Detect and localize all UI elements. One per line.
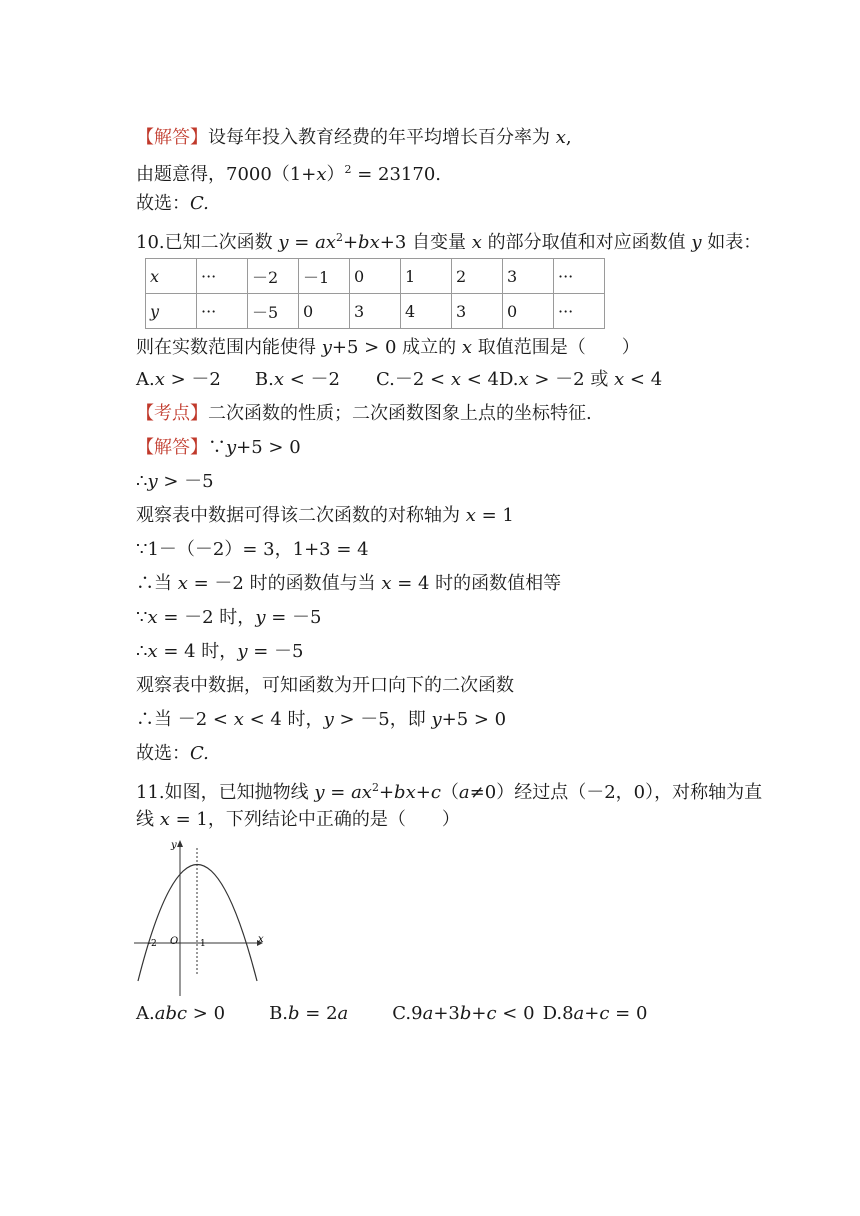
table-cell: 1 — [401, 259, 452, 294]
table-cell: －5 — [248, 294, 299, 329]
option-a: A.x > －2 — [136, 369, 221, 390]
x-axis-label: x — [258, 934, 264, 945]
question-10-ask: 则在实数范围内能使得 y+5 > 0 成立的 x 取值范围是（ ） — [136, 337, 640, 358]
option-d: D.x > －2 或 x < 4 — [498, 369, 663, 390]
solution-line-4: ∵1－（－2）= 3，1+3 = 4 — [136, 539, 369, 560]
answer-tag: 【解答】 — [136, 127, 208, 148]
table-cell: x — [146, 259, 197, 294]
table-cell: －1 — [299, 259, 350, 294]
table-cell: 3 — [503, 259, 554, 294]
tick-label-1: 1 — [200, 939, 206, 949]
kaodian-line: 【考点】二次函数的性质；二次函数图象上点的坐标特征. — [136, 403, 592, 424]
solution-line-3: 观察表中数据可得该二次函数的对称轴为 x = 1 — [136, 505, 514, 526]
option-b: B.b = 2a — [269, 1003, 349, 1024]
table-cell: 3 — [452, 294, 503, 329]
table-cell: 0 — [350, 259, 401, 294]
solution-line-5: ∴当 x = －2 时的函数值与当 x = 4 时的函数值相等 — [136, 573, 562, 594]
table-cell: ··· — [554, 294, 605, 329]
table-cell: 0 — [503, 294, 554, 329]
solution-line-1: 【解答】∵y+5 > 0 — [136, 437, 301, 458]
solution-line-8: 观察表中数据，可知函数为开口向下的二次函数 — [136, 675, 514, 696]
answer-line-3: 故选：C. — [136, 193, 209, 214]
question-10-stem: 10.已知二次函数 $y = ax^2+bx+3$ 自变量 x 的部分取值和对应函数值 y 如表： — [136, 231, 762, 253]
question-11-stem-cont: 线 x = 1，下列结论中正确的是（ ） — [136, 809, 460, 830]
table-row — [146, 259, 605, 294]
table-cell: 4 — [401, 294, 452, 329]
solution-line-7: ∴x = 4 时，y = －5 — [136, 641, 304, 662]
question-11-options — [136, 1002, 647, 1026]
table-cell: ··· — [197, 294, 248, 329]
y-axis-arrow — [177, 840, 183, 847]
option-b: B.x < －2 — [254, 369, 340, 390]
tick-label-neg2: -2 — [148, 939, 157, 949]
table-cell: ··· — [197, 259, 248, 294]
table-cell: －2 — [248, 259, 299, 294]
answer-line-1: 【解答】设每年投入教育经费的年平均增长百分率为 x, — [136, 127, 572, 148]
solution-line-10: 故选：C. — [136, 743, 209, 764]
origin-label: O — [170, 936, 179, 947]
answer-tag: 【解答】 — [136, 437, 208, 458]
table-cell: 2 — [452, 259, 503, 294]
table-cell: 3 — [350, 294, 401, 329]
option-a: A.abc > 0 — [136, 1003, 226, 1024]
question-11-stem: 11.如图，已知抛物线 $y = ax^2+bx+c(a\ne 0)$经过点（－2，0），对称轴为直 — [136, 781, 763, 803]
values-table — [145, 258, 605, 329]
table-row — [146, 294, 605, 329]
question-10-options — [136, 368, 662, 392]
option-c: C.9a+3b+c < 0 — [392, 1003, 535, 1024]
y-axis-label: y — [171, 840, 177, 851]
solution-line-9: ∴当 －2 < x < 4 时，y > －5，即 y+5 > 0 — [136, 709, 507, 730]
solution-line-6: ∵x = －2 时，y = －5 — [136, 607, 322, 628]
answer-line-2: 由题意得，$7000(1+x)^2 = 23170$. — [136, 163, 442, 185]
kaodian-tag: 【考点】 — [136, 403, 208, 424]
table-cell: 0 — [299, 294, 350, 329]
parabola-graph — [130, 836, 270, 1000]
table-cell: y — [146, 294, 197, 329]
option-c: C.－2 < x < 4 — [375, 369, 499, 390]
solution-line-2: ∴y > －5 — [136, 471, 214, 492]
table-cell: ··· — [554, 259, 605, 294]
option-d: D.8a+c = 0 — [542, 1003, 648, 1024]
